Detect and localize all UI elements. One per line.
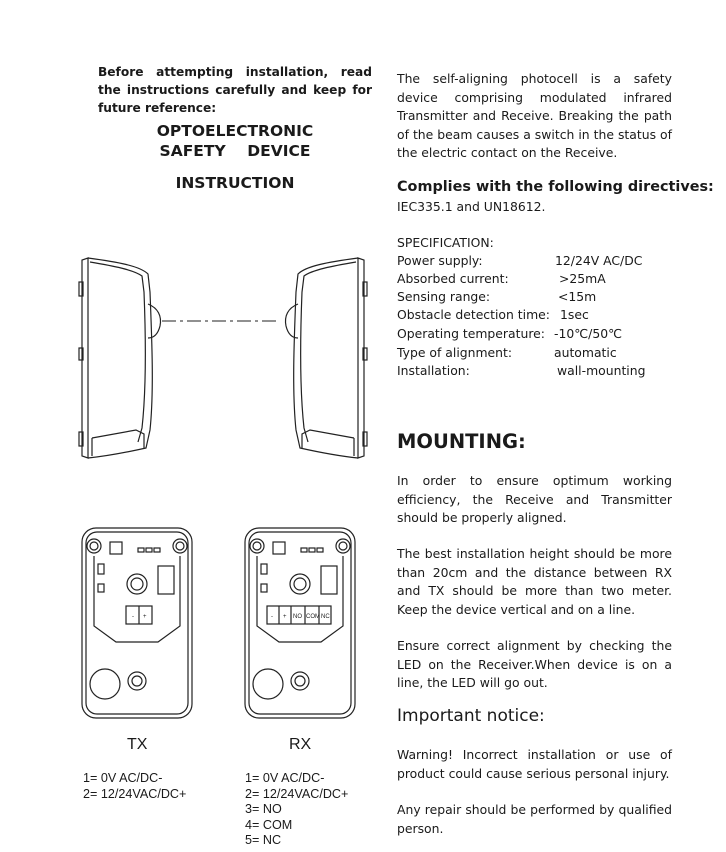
title-line-3: INSTRUCTION: [175, 174, 295, 192]
rx-terminal-1: -: [271, 614, 273, 620]
rx-legend: [245, 771, 348, 849]
rx-legend-line: 1= 0V AC/DC-: [245, 771, 325, 785]
tx-legend-line: 1= 0V AC/DC-: [83, 771, 163, 785]
tx-legend-line: 2= 12/24VAC/DC+: [83, 786, 187, 801]
directives-text: IEC335.1 and UN18612.: [397, 199, 546, 214]
spec-label: Type of alignment:: [397, 345, 513, 360]
mounting-paragraph-3: Ensure correct alignment by checking the LED on the Receiver.When device is on a line, the LED will go out.: [397, 638, 672, 690]
rx-terminal-5: NC: [321, 614, 330, 620]
spec-value: -10℃/50℃: [554, 326, 623, 341]
spec-label: Operating temperature:: [397, 326, 545, 341]
spec-label: Sensing range:: [397, 289, 491, 304]
tx-terminal-2: +: [143, 614, 147, 620]
spec-label: Power supply:: [397, 253, 483, 268]
title-line-1: OPTOELECTRONIC: [156, 122, 314, 140]
rx-terminal-2: +: [283, 614, 287, 620]
tx-unit-side: [79, 258, 161, 458]
tx-board-diagram: [80, 526, 194, 722]
tx-caption: TX: [127, 736, 148, 753]
tx-legend: [83, 771, 186, 802]
spec-label: Obstacle detection time:: [397, 307, 550, 322]
title-line-2: SAFETY DEVICE: [159, 142, 311, 160]
photocell-side-view-illustration: [78, 252, 368, 464]
intro-note: Before attempting installation, read the instructions carefully and keep for future reference:: [98, 65, 372, 116]
rx-terminal-4: COM: [306, 614, 320, 620]
spec-label: Installation:: [397, 363, 470, 378]
spec-label: Absorbed current:: [397, 271, 509, 286]
rx-unit-side: [286, 258, 368, 458]
mounting-heading: MOUNTING:: [397, 430, 526, 453]
description-paragraph: The self-aligning photocell is a safety device comprising modulated infrared Transmitter and Receive. Breaking the path of the beam causes a switch in the status of the electric contact on the Receive.: [397, 71, 672, 160]
spec-value: 1sec: [560, 307, 589, 322]
tx-terminal-1: -: [132, 614, 134, 620]
specification-heading: SPECIFICATION:: [397, 235, 494, 250]
rx-board-diagram: [243, 526, 357, 722]
rx-legend-line: 4= COM: [245, 817, 293, 832]
directives-heading: Complies with the following directives:: [397, 179, 714, 195]
rx-legend-line: 5= NC: [245, 833, 282, 847]
rx-legend-line: 2= 12/24VAC/DC+: [245, 786, 349, 801]
important-notice-heading: Important notice:: [397, 706, 545, 726]
rx-legend-line: 3= NO: [245, 802, 282, 816]
mounting-paragraph-2: The best installation height should be more than 20cm and the distance between RX and TX should be more than two meter. Keep the device vertical and on a line.: [397, 546, 672, 617]
spec-value: wall-mounting: [557, 363, 646, 378]
rx-terminal-3: NO: [293, 614, 302, 620]
spec-value: automatic: [554, 345, 617, 360]
spec-value: >25mA: [559, 271, 606, 286]
mounting-paragraph-1: In order to ensure optimum working efficiency, the Receive and Transmitter should be properly aligned.: [397, 473, 672, 525]
spec-value: <15m: [558, 289, 597, 304]
spec-value: 12/24V AC/DC: [555, 253, 643, 268]
rx-caption: RX: [289, 736, 312, 753]
notice-paragraph-2: Any repair should be performed by qualified person.: [397, 802, 672, 836]
notice-paragraph-1: Warning! Incorrect installation or use of product could cause serious personal injury.: [397, 747, 672, 781]
